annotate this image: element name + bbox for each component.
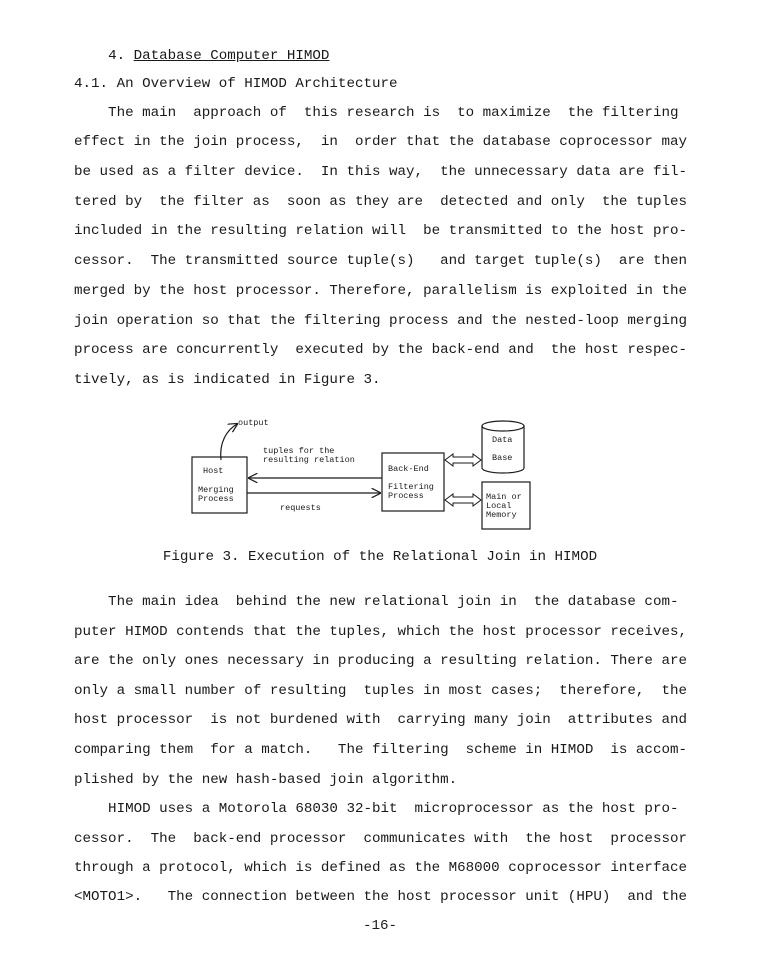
paragraph2-line: comparing them for a match. The filtering scheme in HIMOD is accom- [74,742,687,758]
paragraph1-line: tered by the filter as soon as they are detected and only the tuples [74,194,687,210]
tuples-label-line1: tuples for the [263,446,335,456]
paragraph3-line: HIMOD uses a Motorola 68030 32-bit microprocessor as the host pro- [74,801,679,817]
paragraph1-line: be used as a filter device. In this way, the unnecessary data are fil- [74,164,687,180]
paragraph1-line: effect in the join process, in order that the database coprocessor may [74,134,687,150]
section-title: Database Computer HIMOD [133,48,330,64]
host-box-line1: Merging [198,485,234,495]
tuples-label-line2: resulting relation [263,455,355,465]
paragraph2-line: only a small number of resulting tuples in most cases; therefore, the [74,683,687,699]
database-line2: Base [492,453,513,463]
paragraph2-line: host processor is not burdened with carrying many join attributes and [74,712,687,728]
host-box-title: Host [203,466,224,476]
paragraph1-line: included in the resulting relation will be transmitted to the host pro- [74,223,687,239]
subsection-heading: 4.1. An Overview of HIMOD Architecture [74,76,398,92]
paragraph1-line: merged by the host processor. Therefore, parallelism is exploited in the [74,283,687,299]
paragraph1-line: tively, as is indicated in Figure 3. [74,372,381,388]
paragraph3-line: <MOTO1>. The connection between the host processor unit (HPU) and the [74,889,687,905]
output-arrow [221,424,237,460]
database-line1: Data [492,435,513,445]
paragraph1-line: cessor. The transmitted source tuple(s) and target tuple(s) are then [74,253,687,269]
paragraph3-line: through a protocol, which is defined as the M68000 coprocessor interface [74,860,687,876]
paragraph2-line: are the only ones necessary in producing a resulting relation. There are [74,653,687,669]
memory-link-arrow [445,494,481,506]
memory-box-line2: Local [486,501,512,511]
database-cylinder [482,421,524,473]
backend-box-line1: Filtering [388,482,434,492]
paragraph1-line: join operation so that the filtering process and the nested-loop merging [74,313,687,329]
output-label: output [238,418,269,428]
paragraph1-line: process are concurrently executed by the back-end and the host respec- [74,342,687,358]
database-link-arrow [445,454,481,466]
paragraph3-line: cessor. The back-end processor communicates with the host processor [74,831,687,847]
requests-label: requests [280,503,321,513]
memory-box-line3: Memory [486,510,517,520]
backend-box-line2: Process [388,491,424,501]
page-number: -16- [362,918,398,934]
figure-caption: Figure 3. Execution of the Relational Join in HIMOD [162,549,598,565]
paragraph1-line: The main approach of this research is to maximize the filtering [74,105,679,121]
paragraph2-line: puter HIMOD contends that the tuples, which the host processor receives, [74,624,687,640]
memory-box-line1: Main or [486,492,522,502]
figure-3-diagram [185,412,545,537]
paragraph2-line: The main idea behind the new relational join in the database com- [74,594,679,610]
backend-box-title: Back-End [388,464,429,474]
section-number: 4. [108,48,126,64]
section-heading [74,32,714,80]
paragraph2-line: plished by the new hash-based join algorithm. [74,772,458,788]
host-box-line2: Process [198,494,234,504]
